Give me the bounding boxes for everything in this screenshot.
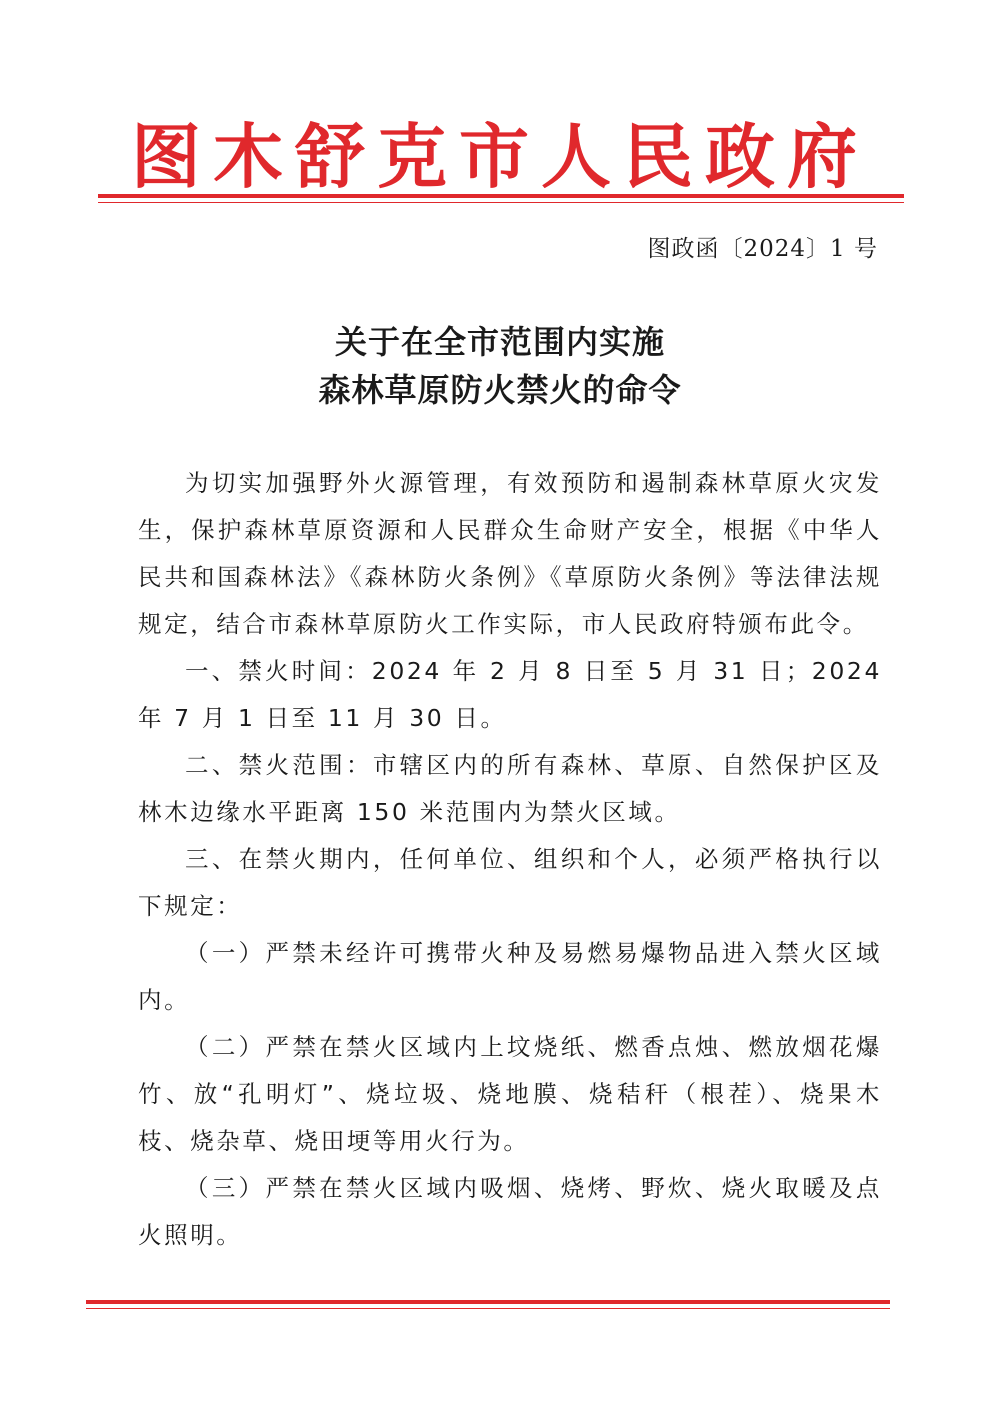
- org-header-title: 图木舒克市人民政府: [131, 115, 869, 198]
- paragraph-ban-period: 一、禁火时间：2024 年 2 月 8 日至 5 月 31 日；2024 年 7 月 1 日至 11 月 30 日。: [138, 657, 882, 732]
- paragraph-preamble: 为切实加强野外火源管理，有效预防和遏制森林草原火灾发生，保护森林草原资源和人民群众生命财产安全，根据《中华人民共和国森林法》《森林防火条例》《草原防火条例》等法律法规规定，结合市森林草原防火工作实际，市人民政府特颁布此令。: [138, 469, 882, 638]
- document-body: [138, 460, 882, 1259]
- document-number: 图政函〔2024〕1 号: [647, 236, 878, 262]
- paragraph-regulations-intro: 三、在禁火期内，任何单位、组织和个人，必须严格执行以下规定：: [138, 845, 882, 920]
- document-title-line-1: 关于在全市范围内实施: [334, 323, 665, 361]
- header-divider-thick: [98, 194, 904, 198]
- footer-divider-thick: [86, 1300, 890, 1304]
- footer-divider-thin: [86, 1308, 890, 1309]
- paragraph-ban-scope: 二、禁火范围：市辖区内的所有森林、草原、自然保护区及林木边缘水平距离 150 米范围内为禁火区域。: [138, 751, 882, 826]
- document-title: [0, 318, 1000, 414]
- paragraph-rule-3: （三）严禁在禁火区域内吸烟、烧烤、野炊、烧火取暖及点火照明。: [138, 1174, 882, 1249]
- paragraph-rule-1: （一）严禁未经许可携带火种及易燃易爆物品进入禁火区域内。: [138, 939, 882, 1014]
- paragraph-rule-2: （二）严禁在禁火区域内上坟烧纸、燃香点烛、燃放烟花爆竹、放“孔明灯”、烧垃圾、烧地膜、烧秸秆（根茬）、烧果木枝、烧杂草、烧田埂等用火行为。: [138, 1033, 882, 1155]
- document-title-line-2: 森林草原防火禁火的命令: [318, 371, 682, 409]
- header-divider-thin: [98, 202, 904, 203]
